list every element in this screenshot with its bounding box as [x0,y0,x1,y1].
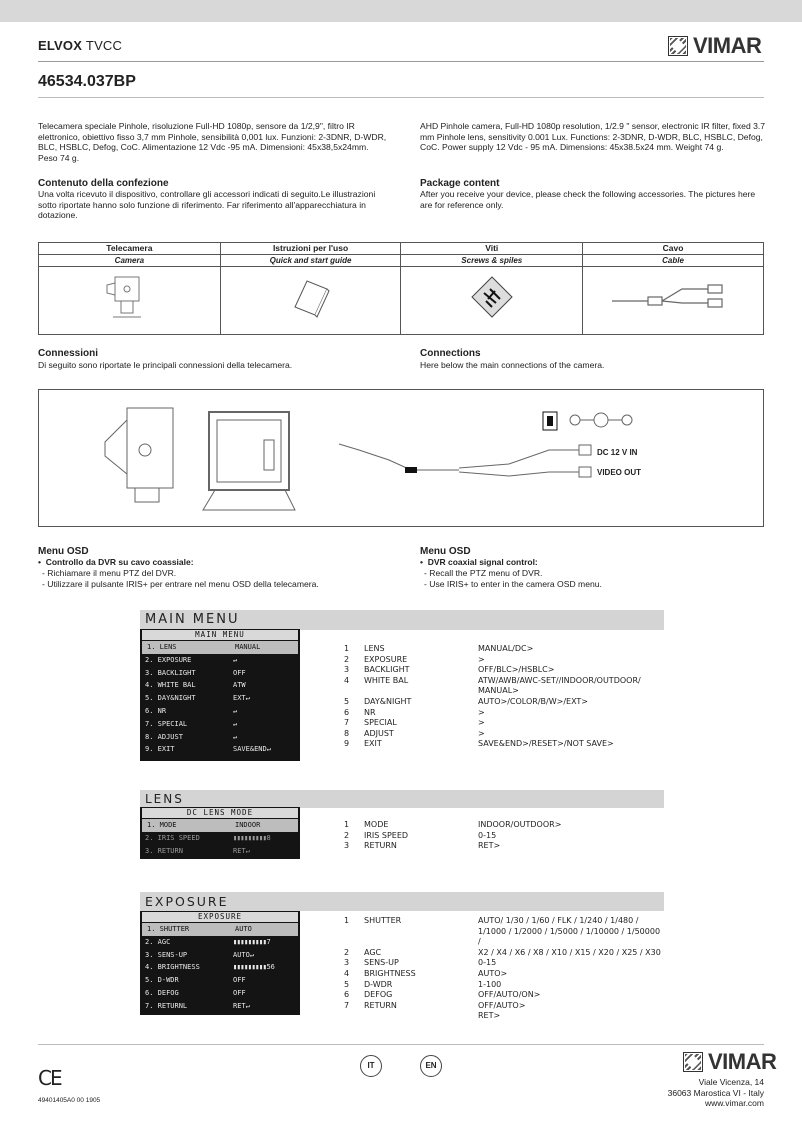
acc-camera-it: Telecamera [39,243,221,255]
list-item: 6 DEFOG [344,990,393,1000]
value-item: > [478,728,485,738]
lens-menu-osd-title: DC LENS MODE [142,808,298,818]
connections-text-en: Here below the main connections of the camera. [420,360,605,370]
osd-row: 3. SENS-UP AUTO↵ [145,950,255,959]
exposure-menu-osd-title: EXPOSURE [142,912,298,922]
osd-row: 1. LENS MANUAL [142,641,298,654]
connections-text-it: Di seguito sono riportate le principali connessioni della telecamera. [38,360,293,370]
header-divider [38,61,764,62]
main-menu-figure [140,608,664,768]
doc-code: 49401405A0 00 1905 [38,1097,101,1104]
value-item: OFF/AUTO/ON> [478,990,541,1000]
osd-row: 5. DAY&NIGHT EXT↵ [145,694,250,703]
value-item: > [478,654,485,664]
video-out-label: VIDEO OUT [597,468,642,477]
value-item: AUTO>/COLOR/B/W>/EXT> [478,696,588,706]
level-bar: ▮▮▮▮▮▮▮▮▮ [233,963,267,972]
wiring-diagram [39,390,763,526]
list-item: 2 EXPOSURE [344,654,408,664]
osd-line1-en: - Recall the PTZ menu of DVR. [424,568,543,578]
main-menu-osd-title: MAIN MENU [142,630,298,640]
acc-cable-image [583,267,764,335]
acc-cable-en: Cable [583,255,764,267]
list-item: 2 AGC [344,947,382,957]
ce-mark: CE [38,1066,61,1090]
main-menu-item-list [344,644,411,750]
exposure-menu-value-list [478,916,664,1022]
cable-icon [608,267,738,329]
list-item: 1 SHUTTER [344,916,402,925]
osd-title-en: Menu OSD [420,546,471,557]
value-item: ATW/AWB/AWC-SET//INDOOR/OUTDOOR/ [478,675,641,685]
osd-row: 3. RETURN RET↵ [145,846,250,855]
osd-title-it: Menu OSD [38,546,89,557]
osd-row: 6. DEFOG OFF [145,988,246,997]
footer-vimar-logo: VIMAR [683,1049,776,1075]
osd-row: 8. ADJUST ↵ [145,732,238,741]
accessories-table [38,242,764,335]
osd-line2-it: - Utilizzare il pulsante IRIS+ per entrare nel menu OSD della telecamera. [42,579,319,589]
osd-bullet-it: • Controllo da DVR su cavo coassiale: [38,557,194,567]
value-item: > [478,707,485,717]
product-code: 46534.037BP [38,73,136,90]
osd-row: 4. WHITE BAL ATW [145,681,246,690]
osd-bullet-en: • DVR coaxial signal control: [420,557,538,567]
list-item: 2 IRIS SPEED [344,830,409,840]
dc-in-label: DC 12 V IN [597,448,638,457]
intro-it: Telecamera speciale Pinhole, risoluzione Full-HD 1080p, sensore da 1/2,9", filtro IR elettronico, obiettivo fisso 3,7 mm Pinhole, sensibilità 0,001 lux. Funzioni: 2-3DNR, D-WDR, BLC, HSBLC, Defog, CoC. Alimentazione 12 Vdc -95 mA. Dimensioni: 45x38,5x24mm. Peso 74 g. [38,121,387,163]
list-item: 3 SENS-UP [344,958,399,968]
value-item: X2 / X4 / X6 / X8 / X10 / X15 / X20 / X25 / X30 [478,947,661,957]
vimar-logo-mark [668,36,688,56]
osd-row: 5. D-WDR OFF [145,976,246,985]
acc-screws-en: Screws & spiles [401,255,583,267]
exposure-menu-band: EXPOSURE [140,892,664,911]
connections-diagram [38,389,764,527]
screws-icon [462,267,522,329]
osd-row: 9. EXIT SAVE&END↵ [145,745,271,754]
acc-guide-en: Quick and start guide [220,255,401,267]
brand-title: ELVOX TVCC [38,38,123,53]
value-item: OFF/AUTO> [478,1000,526,1010]
list-item: 7 RETURN [344,1000,397,1010]
intro-en: AHD Pinhole camera, Full-HD 1080p resolution, 1/2.9 " sensor, electronic IR filter, fixed 3.7 mm Pinhole lens, sensitivity 0.001 Lux. Functions: 2-3DNR, D-WDR, BLC, HSBLC, Defog, CoC. Power supply 12 Vdc - 95 mA. Dimensions: 45x38.5x24 mm. Weight 74 g. [420,121,766,152]
list-item: 5 D-WDR [344,979,393,989]
list-item: 6 NR [344,707,376,717]
acc-guide-image [220,267,401,335]
osd-line1-it: - Richiamare il menu PTZ del DVR. [42,568,177,578]
vimar-logo: VIMAR [668,33,761,59]
value-item: 1/1000 / 1/2000 / 1/5000 / 1/10000 / 1/50000 / [478,926,661,947]
code-divider [38,97,764,98]
value-item: 0-15 [478,958,497,968]
list-item: 3 BACKLIGHT [344,665,410,675]
list-item: 4 BRIGHTNESS [344,968,416,978]
value-item: MANUAL> [478,686,519,696]
list-item: 9 EXIT [344,739,382,749]
acc-screws-image [401,267,583,335]
acc-camera-image [39,267,221,335]
acc-guide-it: Istruzioni per l'uso [220,243,401,255]
exposure-menu-osd [140,911,300,1015]
camera-icon [99,267,159,329]
osd-row: 2. IRIS SPEED ▮▮▮▮▮▮▮▮▮ 8 [140,832,300,845]
osd-row: 1. MODE INDOOR [142,819,298,832]
main-menu-value-list [478,644,641,750]
vimar-logo-mark [683,1052,703,1072]
lens-menu-osd [140,807,300,859]
osd-row: 2. AGC ▮▮▮▮▮▮▮▮▮ 7 [140,936,300,949]
lens-menu-band: LENS [140,790,664,808]
acc-camera-en: Camera [39,255,221,267]
osd-row: 2. EXPOSURE ↵ [145,655,238,664]
lens-menu-item-list [344,820,408,852]
value-item: MANUAL/DC> [478,644,534,653]
value-item: AUTO/ 1/30 / 1/60 / FLK / 1/240 / 1/480 / [478,916,639,925]
value-item: 0-15 [478,830,497,840]
company-address: Viale Vicenza, 14 36063 Marostica VI - Italy www.vimar.com [667,1077,764,1108]
lang-it-badge: IT [360,1055,382,1077]
lang-en-badge: EN [420,1055,442,1077]
lens-menu-value-list [478,820,561,852]
osd-row: 3. BACKLIGHT OFF [145,668,246,677]
list-item: 4 WHITE BAL [344,675,409,685]
value-item: > [478,718,485,728]
level-bar: ▮▮▮▮▮▮▮▮▮ [233,833,267,842]
list-item [344,686,411,697]
guide-icon [281,267,341,329]
osd-line2-en: - Use IRIS+ to enter in the camera OSD menu. [424,579,602,589]
list-item: 3 RETURN [344,841,397,851]
list-item [344,937,416,948]
list-item: 7 SPECIAL [344,718,397,728]
value-item: AUTO> [478,968,508,978]
footer-divider [38,1044,764,1045]
level-bar: ▮▮▮▮▮▮▮▮▮ [233,937,267,946]
package-title-it: Contenuto della confezione [38,178,169,189]
list-item [344,927,416,938]
osd-row: 7. RETURNL RET↵ [145,1001,250,1010]
exposure-menu-item-list [344,916,416,1011]
package-title-en: Package content [420,178,500,189]
acc-cable-it: Cavo [583,243,764,255]
value-item: SAVE&END>/RESET>/NOT SAVE> [478,739,614,749]
osd-row: 6. NR ↵ [145,706,238,715]
value-item: INDOOR/OUTDOOR> [478,820,562,829]
value-item: 1-100 [478,979,502,989]
value-item: RET> [478,841,501,851]
osd-row: 1. SHUTTER AUTO [142,923,298,936]
osd-row: 4. BRIGHTNESS ▮▮▮▮▮▮▮▮▮ 56 [140,961,300,974]
main-menu-osd [140,629,300,761]
list-item: 5 DAY&NIGHT [344,696,412,706]
package-text-en: After you receive your device, please check the following accessories. The pictures here are for reference only. [420,189,756,210]
lens-menu-figure [140,790,664,862]
value-item: RET> [478,1011,501,1021]
main-menu-band: MAIN MENU [140,610,664,630]
top-bar [0,0,802,22]
exposure-menu-figure [140,892,664,1022]
acc-screws-it: Viti [401,243,583,255]
list-item: 1 LENS [344,644,385,653]
osd-row: 7. SPECIAL ↵ [145,719,238,728]
package-text-it: Una volta ricevuto il dispositivo, controllare gli accessori indicati di seguito.Le illustrazioni sotto riportate hanno solo funzione di riferimento. Far riferimento all'apparecchiatura in dotazione. [38,189,376,220]
list-item: 8 ADJUST [344,728,394,738]
list-item: 1 MODE [344,820,389,829]
connections-title-en: Connections [420,348,481,359]
connections-title-it: Connessioni [38,348,99,359]
value-item: OFF/BLC>/HSBLC> [478,665,555,675]
